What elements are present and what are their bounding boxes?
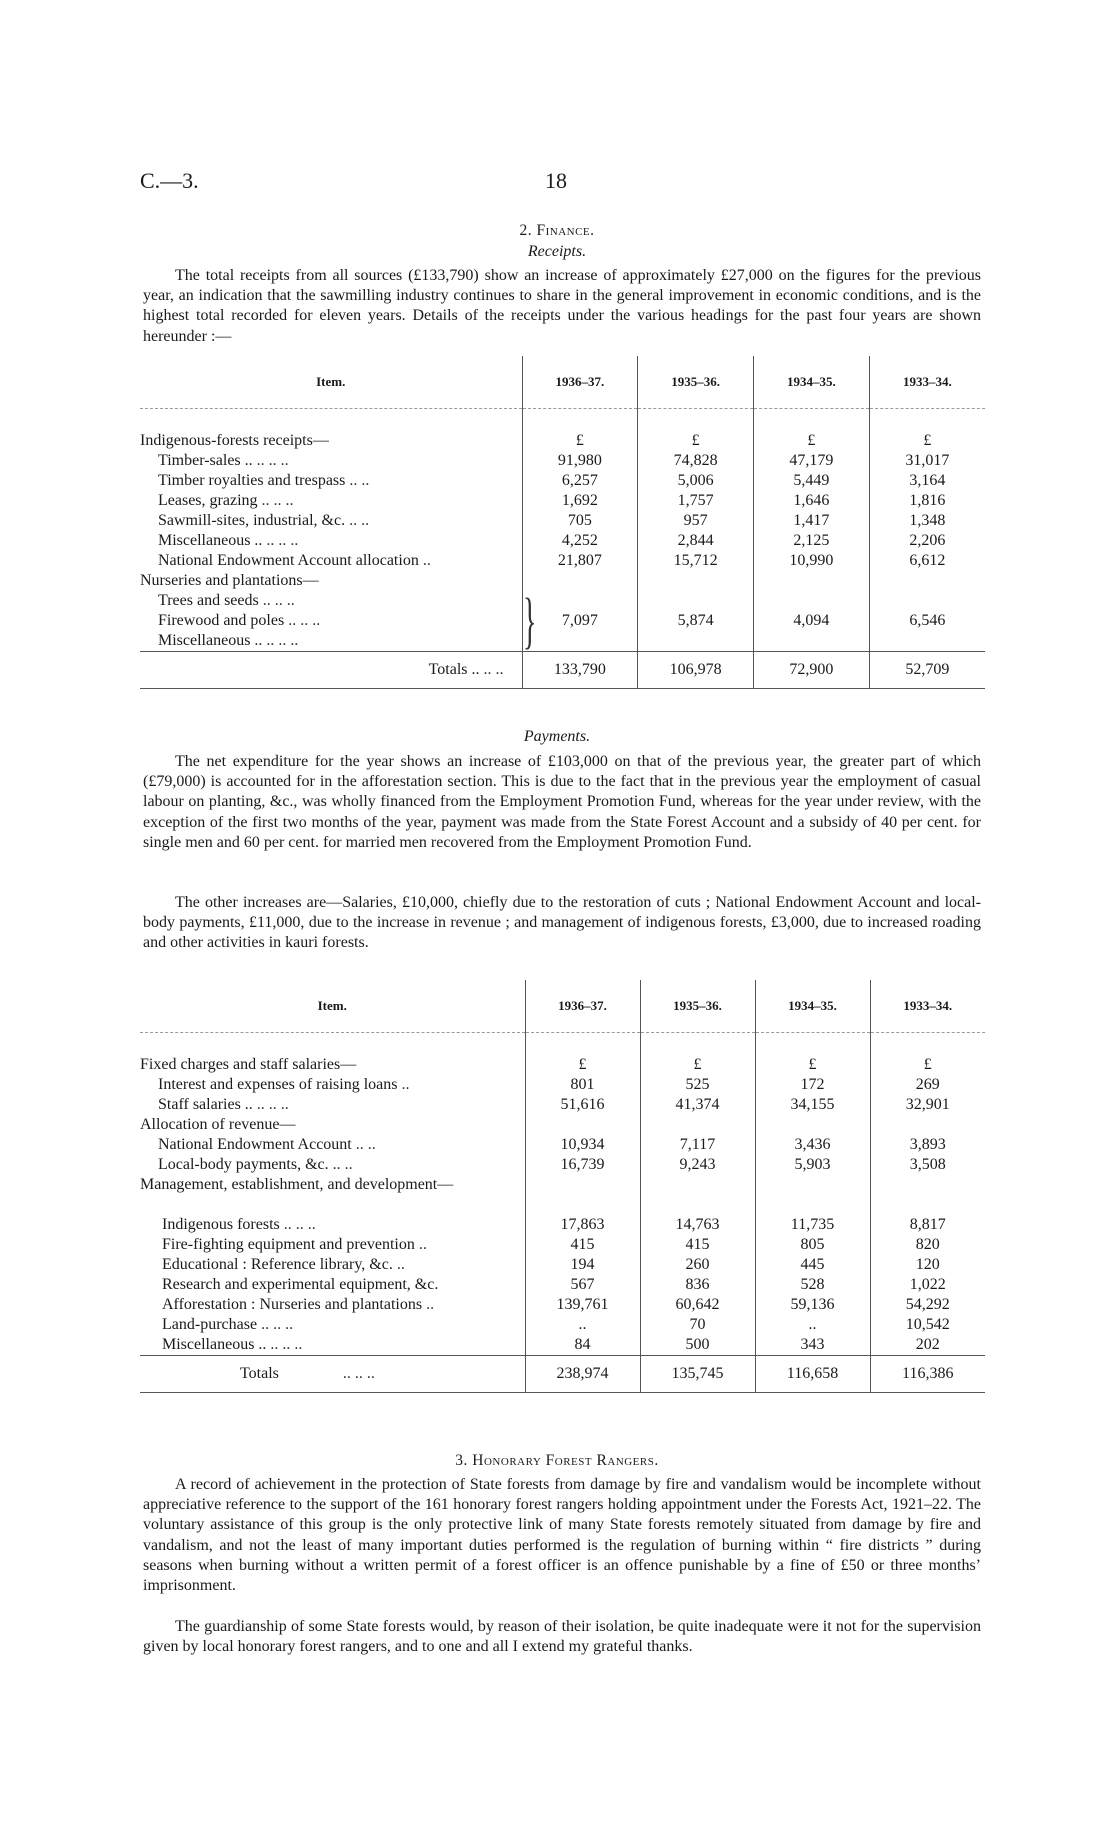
table-row — [140, 551, 985, 571]
payments-paragraph-2: The other increases are—Salaries, £10,000, chiefly due to the restoration of cuts ; National Endowment Account and local-body payments, £11,000, due to the increase in revenue ; and management of indigenous forests, £3,000, due to increased roading and other activities in kauri forests. — [143, 894, 981, 952]
row-label: Timber-sales .. .. .. .. — [158, 452, 289, 469]
cell-value: 2,844 — [638, 531, 754, 551]
cell-value: 7,097 — [522, 591, 638, 652]
table-row — [140, 1215, 985, 1235]
cell-value: 5,449 — [754, 471, 870, 491]
currency-symbol: £ — [525, 1055, 640, 1075]
payments-table — [140, 980, 985, 1393]
col-header-item: Item. — [140, 356, 522, 409]
cell-value: 11,735 — [755, 1215, 870, 1235]
cell-value: 32,901 — [870, 1095, 985, 1115]
cell-value: 269 — [870, 1075, 985, 1095]
row-label: Staff salaries .. .. .. .. — [158, 1096, 289, 1113]
cell-value: 1,348 — [869, 511, 985, 531]
cell-value: 7,117 — [640, 1135, 755, 1155]
table-row — [140, 431, 985, 451]
cell-value: 31,017 — [869, 451, 985, 471]
currency-symbol: £ — [522, 431, 638, 451]
row-label: Miscellaneous .. .. .. .. — [158, 532, 299, 549]
total-value: 106,978 — [638, 652, 754, 689]
cell-value: 3,164 — [869, 471, 985, 491]
total-value: 52,709 — [869, 652, 985, 689]
col-header-1936: 1936–37. — [525, 980, 640, 1033]
cell-value: 74,828 — [638, 451, 754, 471]
totals-row — [140, 652, 985, 689]
receipts-heading: Receipts. — [527, 243, 587, 260]
cell-value: 5,006 — [638, 471, 754, 491]
col-header-1934: 1934–35. — [754, 356, 870, 409]
row-label: Educational : Reference library, &c. .. — [162, 1256, 405, 1273]
cell-value: 51,616 — [525, 1095, 640, 1115]
row-label: Timber royalties and trespass .. .. — [158, 472, 370, 489]
table-row — [140, 451, 985, 471]
cell-value: 41,374 — [640, 1095, 755, 1115]
cell-value: 10,542 — [870, 1315, 985, 1335]
cell-value: 139,761 — [525, 1295, 640, 1315]
brace-mark: } — [523, 587, 537, 655]
rangers-paragraph-1: A record of achievement in the protection of State forests from damage by fire and vandalism would be incomplete without appreciative reference to the support of the 161 honorary forest rangers holding appointment under the Forests Act, 1921–22. The voluntary assistance of this group is the only protective link of many State forests remotely situated from damage by fire and vandalism, and not the least of many important duties performed is the regulation of burning within “ fire districts ” during seasons when burning without a written permit of a forest officer is an offence punishable by a fine of £50 or three months’ imprisonment. — [143, 1476, 981, 1595]
group-label: Indigenous-forests receipts— — [140, 432, 329, 449]
col-header-1933: 1933–34. — [869, 356, 985, 409]
cell-value: 3,436 — [755, 1135, 870, 1155]
cell-value: 415 — [640, 1235, 755, 1255]
cell-value: 34,155 — [755, 1095, 870, 1115]
cell-value: 91,980 — [522, 451, 638, 471]
cell-value: 17,863 — [525, 1215, 640, 1235]
table-row — [140, 1315, 985, 1335]
cell-value: 8,817 — [870, 1215, 985, 1235]
payments-header-row — [140, 980, 985, 1033]
cell-value: 5,874 — [638, 591, 754, 652]
table-row — [140, 1335, 985, 1356]
finance-heading: 2. Finance. — [519, 222, 595, 239]
row-label: Land-purchase .. .. .. — [162, 1316, 294, 1333]
cell-value: 801 — [525, 1075, 640, 1095]
table-row — [140, 591, 985, 611]
cell-value: 836 — [640, 1275, 755, 1295]
cell-value: 70 — [640, 1315, 755, 1335]
col-header-1933: 1933–34. — [870, 980, 985, 1033]
table-row — [140, 471, 985, 491]
row-label: National Endowment Account .. .. — [158, 1136, 376, 1153]
cell-value: 84 — [525, 1335, 640, 1356]
row-label: Miscellaneous .. .. .. .. — [158, 632, 299, 649]
table-row — [140, 571, 985, 591]
table-row — [140, 1135, 985, 1155]
total-value: 72,900 — [754, 652, 870, 689]
table-row — [140, 531, 985, 551]
doc-reference: C.—3. — [140, 168, 199, 193]
cell-value: 445 — [755, 1255, 870, 1275]
row-label: Trees and seeds .. .. .. — [158, 592, 295, 609]
cell-value: 15,712 — [638, 551, 754, 571]
currency-symbol: £ — [640, 1055, 755, 1075]
cell-value: 567 — [525, 1275, 640, 1295]
cell-value: 528 — [755, 1275, 870, 1295]
cell-value: 820 — [870, 1235, 985, 1255]
cell-value: 5,903 — [755, 1155, 870, 1175]
col-header-1935: 1935–36. — [638, 356, 754, 409]
table-row — [140, 1255, 985, 1275]
currency-symbol: £ — [638, 431, 754, 451]
cell-value: 1,692 — [522, 491, 638, 511]
cell-value: 1,646 — [754, 491, 870, 511]
cell-value: 705 — [522, 511, 638, 531]
cell-value: 9,243 — [640, 1155, 755, 1175]
cell-value: 500 — [640, 1335, 755, 1356]
currency-symbol: £ — [869, 431, 985, 451]
cell-value: 805 — [755, 1235, 870, 1255]
table-row — [140, 1275, 985, 1295]
row-label: Fire-fighting equipment and prevention .. — [162, 1236, 427, 1253]
cell-value: 3,508 — [870, 1155, 985, 1175]
payments-paragraph-1: The net expenditure for the year shows an increase of £103,000 on that of the previous year, the greater part of which (£79,000) is accounted for in the afforestation section. This is due to the fact that in the previous year the employment of casual labour on planting, &c., was wholly financed from the Employment Promotion Fund, whereas for the year under review, with the exception of the first two months of the year, payment was made from the State Forest Account and a subsidy of 40 per cent. for single men and 60 per cent. for married men recovered from the Employment Promotion Fund. — [143, 753, 981, 851]
total-value: 238,974 — [525, 1356, 640, 1393]
row-label: Indigenous forests .. .. .. — [162, 1216, 316, 1233]
totals-label: Totals .. .. .. — [140, 1356, 525, 1393]
row-label: National Endowment Account allocation .. — [158, 552, 431, 569]
col-header-1934: 1934–35. — [755, 980, 870, 1033]
cell-value: 6,257 — [522, 471, 638, 491]
row-label: Interest and expenses of raising loans .. — [158, 1076, 410, 1093]
table-row — [140, 1295, 985, 1315]
cell-value: 260 — [640, 1255, 755, 1275]
table-row — [140, 1235, 985, 1255]
row-label: Research and experimental equipment, &c. — [162, 1276, 439, 1293]
cell-value: 54,292 — [870, 1295, 985, 1315]
cell-value: 415 — [525, 1235, 640, 1255]
cell-value: 2,125 — [754, 531, 870, 551]
receipts-header-row — [140, 356, 985, 409]
table-row — [140, 491, 985, 511]
page-number: 18 — [545, 168, 567, 193]
payments-heading: Payments. — [523, 728, 591, 745]
cell-value: 1,417 — [754, 511, 870, 531]
cell-value: 1,022 — [870, 1275, 985, 1295]
cell-value: 172 — [755, 1075, 870, 1095]
table-row — [140, 1055, 985, 1075]
cell-value: 47,179 — [754, 451, 870, 471]
rangers-heading: 3. Honorary Forest Rangers. — [455, 1452, 659, 1469]
row-label: Local-body payments, &c. .. .. — [158, 1156, 353, 1173]
receipts-paragraph: The total receipts from all sources (£133,790) show an increase of approximately £27,000 on the figures for the previous year, an indication that the sawmilling industry continues to share in the general improvement in economic conditions, and is the highest total recorded for eleven years. Details of the receipts under the various headings for the past four years are shown hereunder :— — [143, 267, 981, 345]
currency-symbol: £ — [755, 1055, 870, 1075]
total-value: 133,790 — [522, 652, 638, 689]
table-row — [140, 1115, 985, 1135]
cell-value: 10,934 — [525, 1135, 640, 1155]
currency-symbol: £ — [870, 1055, 985, 1075]
total-value: 116,658 — [755, 1356, 870, 1393]
cell-value: 14,763 — [640, 1215, 755, 1235]
totals-row — [140, 1356, 985, 1393]
group-label: Nurseries and plantations— — [140, 572, 319, 589]
row-label: Leases, grazing .. .. .. — [158, 492, 294, 509]
group-label: Allocation of revenue— — [140, 1116, 296, 1133]
row-label: Miscellaneous .. .. .. .. — [162, 1336, 303, 1353]
cell-value: 21,807 — [522, 551, 638, 571]
cell-value: 16,739 — [525, 1155, 640, 1175]
currency-symbol: £ — [754, 431, 870, 451]
cell-value: .. — [525, 1315, 640, 1335]
cell-value: 2,206 — [869, 531, 985, 551]
total-value: 135,745 — [640, 1356, 755, 1393]
cell-value: 202 — [870, 1335, 985, 1356]
cell-value: 525 — [640, 1075, 755, 1095]
totals-label: Totals .. .. .. — [140, 652, 522, 689]
table-row — [140, 1155, 985, 1175]
cell-value: 10,990 — [754, 551, 870, 571]
col-header-item: Item. — [140, 980, 525, 1033]
cell-value: 1,816 — [869, 491, 985, 511]
group-label: Fixed charges and staff salaries— — [140, 1056, 357, 1073]
cell-value: 3,893 — [870, 1135, 985, 1155]
cell-value: .. — [755, 1315, 870, 1335]
cell-value: 59,136 — [755, 1295, 870, 1315]
cell-value: 6,546 — [869, 591, 985, 652]
receipts-table — [140, 356, 985, 689]
group-label: Management, establishment, and development— — [140, 1176, 454, 1193]
row-label: Afforestation : Nurseries and plantations .. — [162, 1296, 435, 1313]
cell-value: 4,094 — [754, 591, 870, 652]
cell-value: 343 — [755, 1335, 870, 1356]
cell-value: 957 — [638, 511, 754, 531]
row-label: Sawmill-sites, industrial, &c. .. .. — [158, 512, 370, 529]
total-value: 116,386 — [870, 1356, 985, 1393]
col-header-1936: 1936–37. — [522, 356, 638, 409]
table-row — [140, 1075, 985, 1095]
cell-value: 6,612 — [869, 551, 985, 571]
col-header-1935: 1935–36. — [640, 980, 755, 1033]
table-row — [140, 1095, 985, 1115]
cell-value: 60,642 — [640, 1295, 755, 1315]
table-row — [140, 1175, 985, 1215]
table-row — [140, 511, 985, 531]
cell-value: 1,757 — [638, 491, 754, 511]
row-label: Firewood and poles .. .. .. — [158, 612, 321, 629]
cell-value: 194 — [525, 1255, 640, 1275]
cell-value: 4,252 — [522, 531, 638, 551]
rangers-paragraph-2: The guardianship of some State forests would, by reason of their isolation, be quite inadequate were it not for the supervision given by local honorary forest rangers, and to one and all I extend my grateful thanks. — [143, 1618, 981, 1656]
cell-value: 120 — [870, 1255, 985, 1275]
